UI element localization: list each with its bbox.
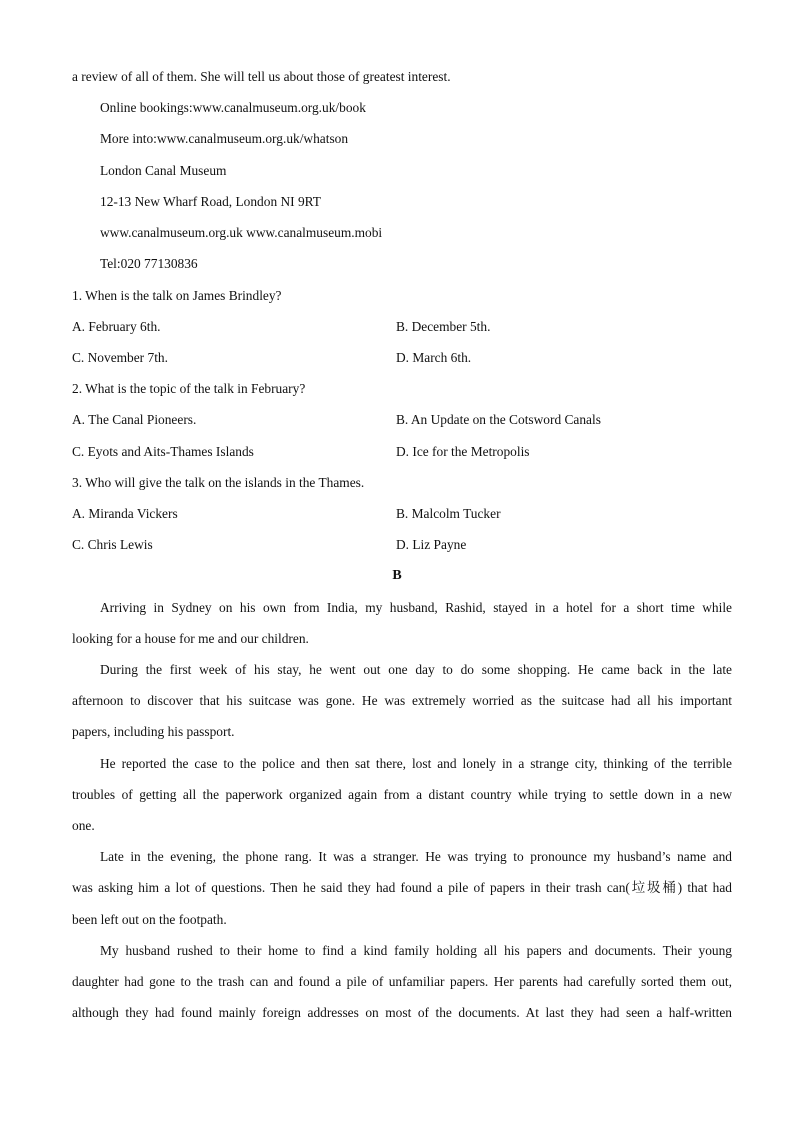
museum-name-line: London Canal Museum — [100, 163, 227, 178]
section-b-title: B — [392, 568, 402, 583]
question-2-option-a: A. The Canal Pioneers. — [72, 412, 197, 427]
question-2-option-c: C. Eyots and Aits-Thames Islands — [72, 444, 254, 459]
passage-line: looking for a house for me and our children. — [72, 631, 309, 646]
question-3: 3. Who will give the talk on the islands in the Thames. — [72, 475, 365, 490]
passage-line: My husband rushed to their home to find a kind family holding all his papers and documents. Their young — [100, 943, 732, 958]
question-3-option-c: C. Chris Lewis — [72, 537, 153, 552]
passage-line: papers, including his passport. — [72, 724, 235, 739]
passage-line: although they had found mainly foreign addresses on most of the documents. At last they had seen a half-written — [72, 1005, 732, 1020]
question-3-option-d: D. Liz Payne — [396, 537, 467, 552]
intro-text-line: a review of all of them. She will tell us about those of greatest interest. — [72, 69, 451, 84]
passage-line: been left out on the footpath. — [72, 912, 227, 927]
more-info-line: More into:www.canalmuseum.org.uk/whatson — [100, 131, 349, 146]
question-3-option-b: B. Malcolm Tucker — [396, 506, 501, 521]
question-2-option-d: D. Ice for the Metropolis — [396, 444, 530, 459]
address-line: 12-13 New Wharf Road, London NI 9RT — [100, 194, 321, 209]
passage-line: Arriving in Sydney on his own from India, my husband, Rashid, stayed in a hotel for a short time while — [100, 600, 732, 615]
question-1-option-a: A. February 6th. — [72, 319, 161, 334]
passage-line: He reported the case to the police and then sat there, lost and lonely in a strange city, thinking of the terrible — [100, 756, 732, 771]
question-2-option-b: B. An Update on the Cotsword Canals — [396, 412, 601, 427]
passage-line: daughter had gone to the trash can and found a pile of unfamiliar papers. Her parents had carefully sorted them out, — [72, 974, 732, 989]
passage-line: During the first week of his stay, he went out one day to do some shopping. He came back in the late — [100, 662, 732, 677]
passage-line: afternoon to discover that his suitcase was gone. He was extremely worried as the suitcase had all his important — [72, 693, 732, 708]
question-1-option-b: B. December 5th. — [396, 319, 491, 334]
passage-line: troubles of getting all the paperwork organized again from a distant country while trying to settle down in a new — [72, 787, 732, 802]
question-1-option-d: D. March 6th. — [396, 350, 472, 365]
passage-line: was asking him a lot of questions. Then he said they had found a pile of papers in their trash can(垃圾桶) that had — [72, 880, 732, 895]
question-1: 1. When is the talk on James Brindley? — [72, 288, 282, 303]
passage-line: one. — [72, 818, 95, 833]
question-2: 2. What is the topic of the talk in February? — [72, 381, 306, 396]
website-line: www.canalmuseum.org.uk www.canalmuseum.mobi — [100, 225, 383, 240]
question-3-option-a: A. Miranda Vickers — [72, 506, 178, 521]
question-1-option-c: C. November 7th. — [72, 350, 168, 365]
passage-line: Late in the evening, the phone rang. It was a stranger. He was trying to pronounce my husband’s name and — [100, 849, 732, 864]
booking-info-line: Online bookings:www.canalmuseum.org.uk/book — [100, 100, 366, 115]
phone-line: Tel:020 77130836 — [100, 256, 198, 271]
